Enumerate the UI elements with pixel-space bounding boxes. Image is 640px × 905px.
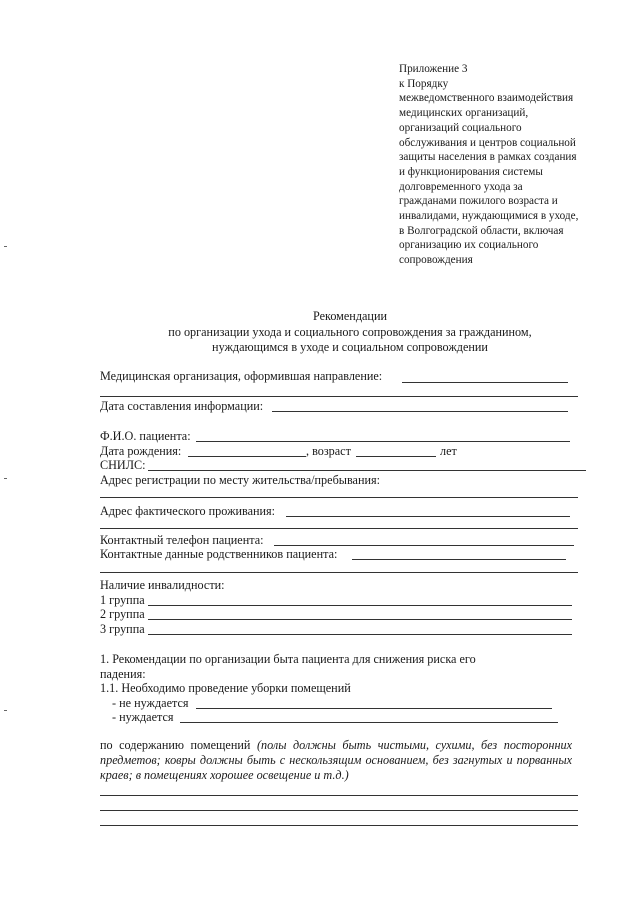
margin-mark [4, 478, 7, 479]
actual-address-label: Адрес фактического проживания: [100, 504, 276, 518]
annex-line: сопровождения [399, 254, 473, 267]
relatives-field-continued[interactable] [100, 572, 578, 573]
annex-line: в Волгоградской области, включая [399, 224, 564, 237]
title-line: по организации ухода и социального сопровождения за гражданином, [168, 324, 532, 339]
group1-label: 1 группа [100, 593, 145, 607]
opt-no-label: - не нуждается [112, 696, 189, 710]
annex-line: гражданами пожилого возраста и [399, 195, 558, 208]
content-field-2[interactable] [100, 810, 578, 811]
annex-line: инвалидами, нуждающимися в уходе, [399, 210, 579, 223]
content-prefix: по содержанию помещений [100, 738, 251, 752]
annex-line: долговременного ухода за [399, 180, 523, 193]
section1-heading-cont: падения: [100, 667, 146, 681]
phone-field[interactable] [274, 545, 574, 546]
title-line: Рекомендации [312, 309, 387, 323]
opt-yes-label: - нуждается [112, 710, 174, 724]
annex-line: организацию их социального [399, 239, 539, 252]
fio-field[interactable] [196, 441, 570, 442]
group3-field[interactable] [148, 634, 572, 635]
relatives-field[interactable] [352, 559, 566, 560]
snils-field[interactable] [148, 470, 586, 471]
age-label: , возраст [306, 444, 351, 458]
content-italic: (полы должны быть чистыми, сухими, без посторонних предметов; ковры должны быть с нескользящим основанием, без загнутых и порванных краев; в помещениях хорошее освещение и т.д.) [100, 738, 572, 782]
age-field[interactable] [356, 456, 436, 457]
opt-yes-field[interactable] [180, 722, 558, 723]
section1-item: 1.1. Необходимо проведение уборки помещений [100, 681, 351, 695]
med-org-label: Медицинская организация, оформившая направление: [100, 369, 383, 383]
snils-label: СНИЛС: [100, 458, 146, 472]
document-title [120, 309, 580, 356]
annex-line: обслуживания и центров социальной [399, 136, 576, 149]
group3-label: 3 группа [100, 622, 145, 636]
med-org-field-continued[interactable] [100, 396, 578, 397]
phone-label: Контактный телефон пациента: [100, 533, 264, 547]
reg-address-field[interactable] [100, 497, 578, 498]
group2-label: 2 группа [100, 607, 145, 621]
annex-line: и функционирования системы [399, 165, 543, 178]
annex-line: организаций социального [399, 121, 522, 134]
annex-line: медицинских организаций, [399, 107, 529, 120]
margin-mark [4, 710, 7, 711]
content-paragraph [100, 738, 572, 783]
title-line: нуждающимся в уходе и социальном сопровождении [212, 340, 488, 354]
relatives-label: Контактные данные родственников пациента: [100, 547, 338, 561]
annex-line: межведомственного взаимодействия [399, 92, 574, 105]
med-org-field[interactable] [402, 382, 568, 383]
content-field-1[interactable] [100, 795, 578, 796]
actual-address-field[interactable] [286, 516, 570, 517]
fio-label: Ф.И.О. пациента: [100, 429, 191, 443]
group2-field[interactable] [148, 619, 572, 620]
age-unit-label: лет [440, 444, 457, 458]
date-info-field[interactable] [272, 411, 568, 412]
disability-label: Наличие инвалидности: [100, 578, 225, 592]
actual-address-field-continued[interactable] [100, 528, 578, 529]
dob-field[interactable] [188, 456, 306, 457]
annex-line: защиты населения в рамках создания [399, 151, 577, 164]
dob-label: Дата рождения: [100, 444, 182, 458]
reg-address-label: Адрес регистрации по месту жительства/пребывания: [100, 473, 380, 487]
annex-line: Приложение 3 [399, 63, 468, 75]
date-info-label: Дата составления информации: [100, 399, 264, 413]
group1-field[interactable] [148, 605, 572, 606]
margin-mark [4, 246, 7, 247]
annex-line: к Порядку [399, 77, 449, 90]
content-field-3[interactable] [100, 825, 578, 826]
annex-header [399, 62, 609, 268]
section1-heading: 1. Рекомендации по организации быта пациента для снижения риска его [100, 652, 476, 666]
opt-no-field[interactable] [196, 708, 552, 709]
